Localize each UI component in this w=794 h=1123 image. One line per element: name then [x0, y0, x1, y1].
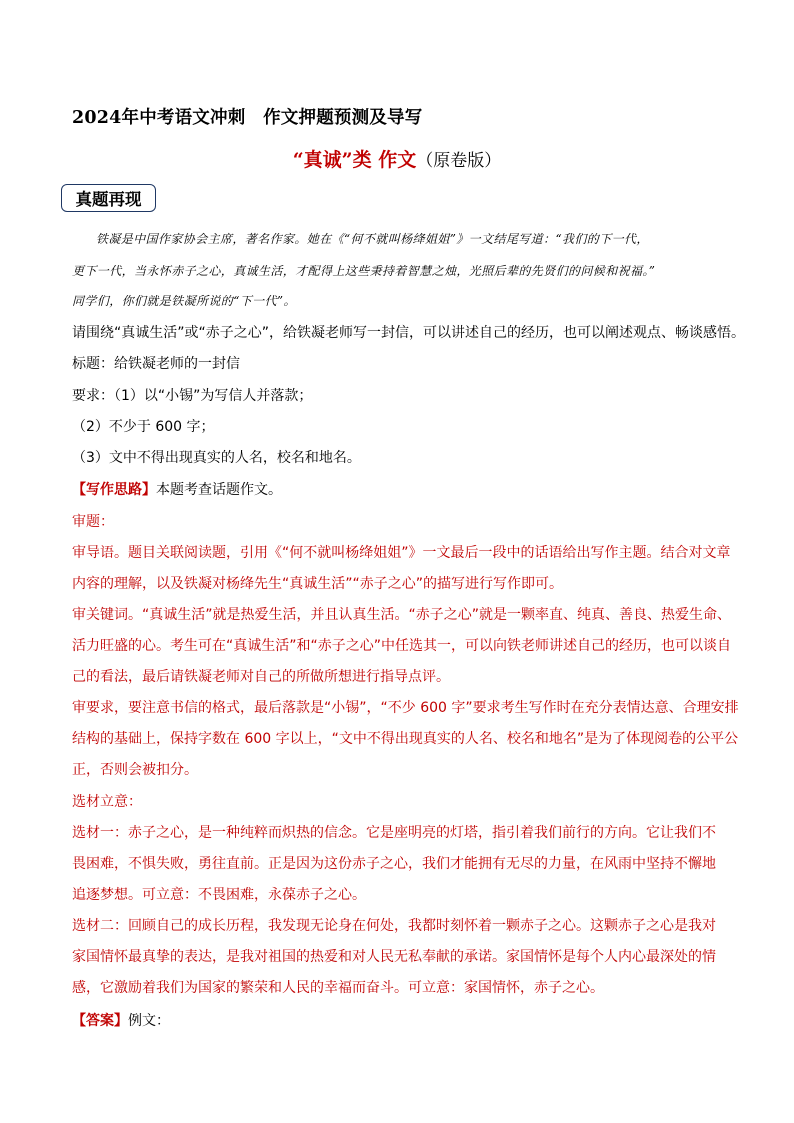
material-2-line-3: 感，它激励着我们为国家的繁荣和人民的幸福而奋斗。可立意：家国情怀，赤子之心。 [72, 980, 604, 996]
edition-label: （原卷版） [416, 151, 502, 171]
material-heading: 选材立意： [72, 794, 142, 810]
task-instruction: 请围绕“真诚生活”或“赤子之心”，给铁凝老师写一封信，可以讲述自己的经历，也可以阐述观点、畅谈感悟。 [72, 325, 746, 341]
answer-label: 【答案】 [72, 1013, 128, 1029]
section-heading: 真题再现 [61, 184, 156, 212]
requirement-1: 要求：（1）以“小锡”为写信人并落款； [72, 388, 313, 404]
prompt-line-1: 铁凝是中国作家协会主席，著名作家。她在《“何不就叫杨绛姐姐”》一文结尾写道：“我们的下一代， [96, 232, 649, 246]
essay-category-title [0, 145, 794, 172]
material-1-line-2: 畏困难，不惧失败，勇往直前。正是因为这份赤子之心，我们才能拥有无尽的力量，在风雨中坚持不懈地 [72, 856, 716, 872]
requirement-analysis-1: 审要求，要注意书信的格式，最后落款是“小锡”，“不少 600 字”要求考生写作时在充分表情达意、合理安排 [72, 700, 739, 716]
category-name: “真诚”类 作文 [292, 149, 417, 171]
requirement-3: （3）文中不得出现真实的人名，校名和地名。 [72, 450, 361, 466]
keyword-line-1: 审关键词。“真诚生活”就是热爱生活，并且认真生活。“赤子之心”就是一颗率直、纯真、善良、热爱生命、 [72, 607, 732, 623]
requirement-analysis-2: 结构的基础上，保持字数在 600 字以上，“文中不得出现真实的人名、校名和地名”是为了体现阅卷的公平公 [72, 731, 739, 747]
prompt-line-3: 同学们，你们就是铁凝所说的“下一代”。 [72, 294, 296, 308]
material-2-line-1: 选材二：回顾自己的成长历程，我发现无论身在何处，我都时刻怀着一颗赤子之心。这颗赤子之心是我对 [72, 918, 716, 934]
writing-thinking-text: 本题考查话题作文。 [156, 482, 282, 498]
material-1-line-1: 选材一：赤子之心，是一种纯粹而炽热的信念。它是座明亮的灯塔，指引着我们前行的方向。它让我们不 [72, 825, 716, 841]
keyword-line-3: 己的看法，最后请铁凝老师对自己的所做所想进行指导点评。 [72, 669, 450, 685]
writing-thinking [72, 479, 732, 499]
daoyu-line-2: 内容的理解，以及铁凝对杨绛先生“真诚生活”“赤子之心”的描写进行写作即可。 [72, 576, 564, 592]
keyword-line-2: 活力旺盛的心。考生可在“真诚生活”和“赤子之心”中任选其一，可以向铁老师讲述自己的经历，也可以谈自 [72, 638, 732, 654]
requirement-2: （2）不少于 600 字； [72, 419, 215, 435]
shenti-heading: 审题： [72, 514, 114, 530]
answer-heading [72, 1010, 732, 1030]
requirement-analysis-3: 正，否则会被扣分。 [72, 762, 198, 778]
material-1-line-3: 追逐梦想。可立意：不畏困难，永葆赤子之心。 [72, 887, 366, 903]
task-title: 标题：给铁凝老师的一封信 [72, 356, 240, 372]
writing-thinking-label: 【写作思路】 [72, 482, 156, 498]
daoyu-line-1: 审导语。题目关联阅读题，引用《“何不就叫杨绛姐姐”》一文最后一段中的话语给出写作主题。结合对文章 [72, 545, 731, 561]
prompt-line-2: 更下一代，当永怀赤子之心，真诚生活，才配得上这些秉持着智慧之烛，光照后辈的先贤们的问候和祝福。” [72, 264, 656, 278]
material-2-line-2: 家国情怀最真挚的表达，是我对祖国的热爱和对人民无私奉献的承诺。家国情怀是每个人内心最深处的情 [72, 949, 716, 965]
answer-text: 例文： [128, 1013, 170, 1029]
document-title: 2024年中考语文冲刺 作文押题预测及导写 [72, 108, 423, 128]
